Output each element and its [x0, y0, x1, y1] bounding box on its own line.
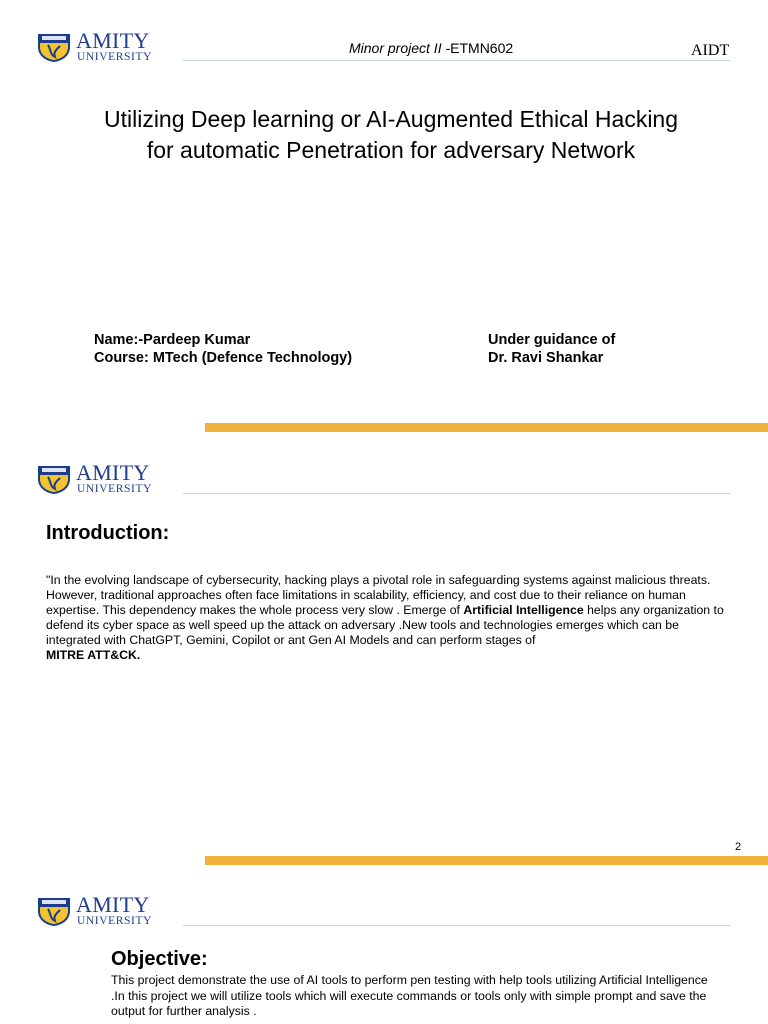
intro-bold-mitre: MITRE ATT&CK. [46, 648, 141, 662]
header-rule [183, 493, 730, 494]
project-label: Minor project II - [349, 40, 451, 56]
guide-info [488, 331, 615, 367]
student-name: Name:-Pardeep Kumar [94, 332, 251, 348]
slide-introduction [0, 433, 768, 865]
student-course: Course: MTech (Defence Technology) [94, 350, 353, 366]
footer-accent-bar [205, 423, 768, 432]
slide-objective [0, 865, 768, 1024]
page-number: 2 [735, 841, 742, 853]
student-info [94, 331, 352, 367]
objective-heading: Objective: [111, 948, 208, 970]
department-label: AIDT [691, 42, 730, 59]
amity-seal-icon [36, 463, 72, 495]
logo-wordmark: AMITY [76, 28, 150, 53]
course-code: ETMN602 [450, 40, 514, 56]
logo-subtitle: UNIVERSITY [77, 51, 152, 63]
logo-subtitle: UNIVERSITY [77, 483, 152, 495]
intro-text-1: "In the evolving landscape of cybersecurity, hacking plays a pivotal role in safeguarding systems against malicious threats. However, traditional approaches often face limitations in scalability, efficiency, and cost due to their reliance on human expertise. This dependency makes the whole process very slow . Emerge of [46, 573, 711, 617]
slide-title [0, 0, 768, 433]
intro-bold-ai: Artificial Intelligence [463, 603, 584, 617]
logo-wordmark: AMITY [76, 460, 150, 485]
amity-logo [36, 894, 168, 930]
header-rule [183, 925, 730, 926]
logo-wordmark: AMITY [76, 892, 150, 917]
introduction-heading: Introduction: [46, 522, 170, 544]
header-rule [183, 60, 730, 61]
amity-logo [36, 30, 168, 66]
footer-accent-bar [205, 856, 768, 865]
amity-seal-icon [36, 895, 72, 927]
logo-subtitle: UNIVERSITY [77, 915, 152, 927]
guide-name: Dr. Ravi Shankar [488, 350, 604, 366]
presentation-title: Utilizing Deep learning or AI-Augmented Ethical Hacking for automatic Penetration for adversary Network [103, 106, 679, 163]
introduction-paragraph [46, 573, 736, 663]
amity-logo [36, 462, 168, 498]
objective-paragraph: This project demonstrate the use of AI tools to perform pen testing with help tools utilizing Artificial Intelligence .In this project we will utilize tools which will execute commands or tools only with simple prompt and save the output for further analysis . [111, 973, 708, 1018]
course-header [349, 40, 513, 56]
intro-text-2: helps any organization to defend its cyber space as well speed up the attack on adversary .New tools and technologies emerges which can be integrated with ChatGPT, Gemini, Copilot or ant Gen AI Models and can perform stages of [46, 603, 724, 647]
guidance-label: Under guidance of [488, 332, 616, 348]
amity-seal-icon [36, 31, 72, 63]
